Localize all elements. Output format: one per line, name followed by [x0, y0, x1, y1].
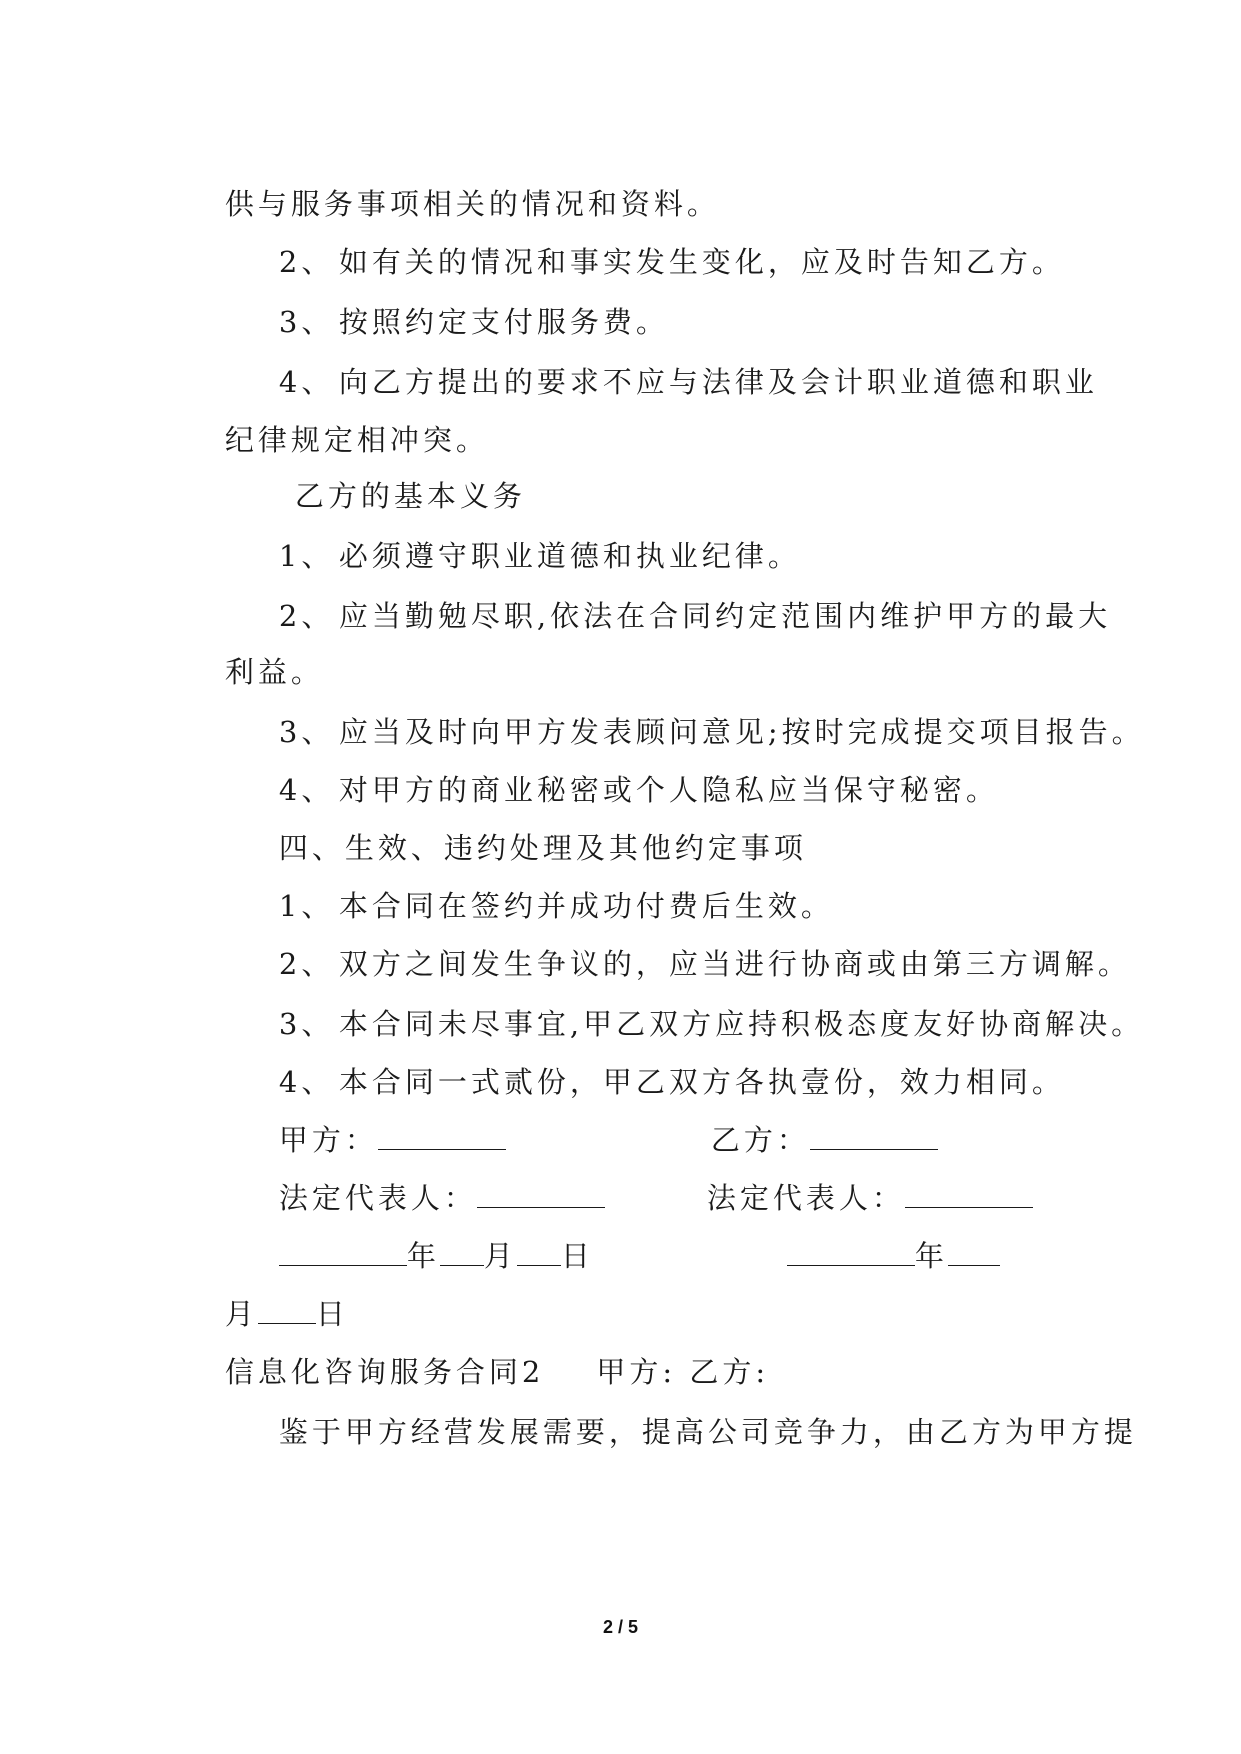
- paragraph-line: [226, 1372, 1137, 1492]
- item-text: 应当勤勉尽职,依法在合同约定范围内维护甲方的最大: [338, 599, 1112, 633]
- month-blank: [948, 1239, 1000, 1266]
- item-text: 本合同在签约并成功付费后生效。: [338, 889, 834, 923]
- item-text: 本合同一式贰份，甲乙双方各执壹份，效力相同。: [338, 1065, 1065, 1099]
- text: 纪律规定相冲突。: [224, 423, 489, 457]
- contract-title: 信息化咨询服务合同2: [224, 1355, 545, 1389]
- page-number: 2 / 5: [602, 1617, 639, 1637]
- item-text: 必须遵守职业道德和执业纪律。: [338, 539, 801, 573]
- item-number: 2、: [278, 245, 335, 279]
- item-number: 4、: [278, 1065, 335, 1099]
- month-blank: [440, 1239, 484, 1266]
- list-item: [226, 556, 1111, 676]
- item-number: 3、: [278, 305, 335, 339]
- item-number: 2、: [278, 947, 335, 981]
- item-text: 应当及时向甲方发表顾问意见;按时完成提交项目报告。: [338, 715, 1145, 749]
- item-text: 本合同未尽事宜,甲乙双方应持积极态度友好协商解决。: [338, 1007, 1145, 1041]
- party-a-label: 甲方：: [278, 1123, 378, 1157]
- day-blank: [517, 1239, 561, 1266]
- item-number: 2、: [278, 599, 335, 633]
- text: 鉴于甲方经营发展需要，提高公司竞争力，由乙方为甲方提: [278, 1415, 1137, 1449]
- day-label: 日: [315, 1297, 349, 1331]
- heading-text: 乙方的基本义务: [294, 479, 526, 513]
- year-blank: [787, 1239, 915, 1266]
- item-text: 向乙方提出的要求不应与法律及会计职业道德和职业: [338, 365, 1098, 399]
- item-text: 如有关的情况和事实发生变化，应及时告知乙方。: [338, 245, 1065, 279]
- day-label: 日: [560, 1239, 594, 1273]
- contract-parties: 甲方: 乙方:: [596, 1355, 770, 1389]
- party-b-label: 乙方：: [710, 1123, 810, 1157]
- year-label: 年: [914, 1239, 948, 1273]
- rep-a-label: 法定代表人：: [278, 1181, 477, 1215]
- item-number: 3、: [278, 715, 335, 749]
- item-number: 1、: [278, 539, 335, 573]
- item-number: 4、: [278, 365, 335, 399]
- month-label: 月: [224, 1297, 258, 1331]
- item-number: 4、: [278, 773, 335, 807]
- item-text: 按照约定支付服务费。: [338, 305, 669, 339]
- item-text: 对甲方的商业秘密或个人隐私应当保守秘密。: [338, 773, 999, 807]
- item-number: 1、: [278, 889, 335, 923]
- heading-text: 四、生效、违约处理及其他约定事项: [278, 831, 807, 865]
- date-b: [734, 1196, 1000, 1316]
- month-label: 月: [483, 1239, 517, 1273]
- text: 利益。: [224, 655, 324, 689]
- year-label: 年: [406, 1239, 440, 1273]
- item-number: 3、: [278, 1007, 335, 1041]
- rep-b-label: 法定代表人：: [706, 1181, 905, 1215]
- item-text: 双方之间发生争议的，应当进行协商或由第三方调解。: [338, 947, 1131, 981]
- text: 供与服务事项相关的情况和资料。: [224, 187, 720, 221]
